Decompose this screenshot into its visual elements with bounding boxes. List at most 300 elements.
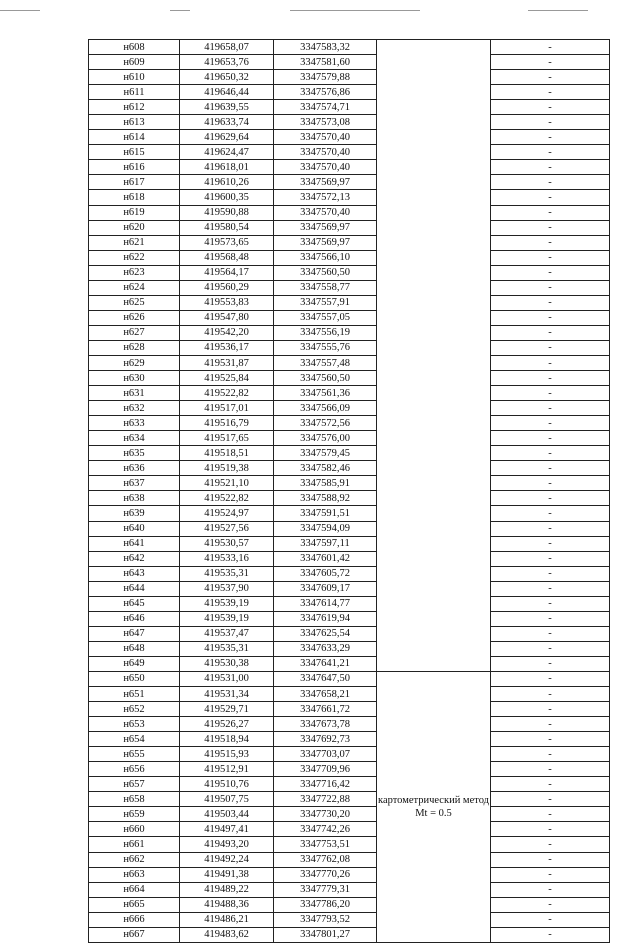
point-id-cell: н665 (89, 897, 180, 912)
table-row (89, 732, 610, 747)
note-cell: - (491, 386, 610, 401)
note-cell: - (491, 40, 610, 55)
table-row (89, 611, 610, 626)
x-coordinate-cell: 419553,83 (180, 295, 274, 310)
note-cell: - (491, 566, 610, 581)
point-id-cell: н618 (89, 190, 180, 205)
y-coordinate-cell: 3347557,05 (274, 310, 377, 325)
y-coordinate-cell: 3347703,07 (274, 747, 377, 762)
y-coordinate-cell: 3347569,97 (274, 220, 377, 235)
point-id-cell: н611 (89, 85, 180, 100)
note-cell: - (491, 476, 610, 491)
y-coordinate-cell: 3347560,50 (274, 265, 377, 280)
y-coordinate-cell: 3347591,51 (274, 506, 377, 521)
point-id-cell: н634 (89, 431, 180, 446)
point-id-cell: н652 (89, 702, 180, 717)
note-cell: - (491, 250, 610, 265)
note-cell: - (491, 325, 610, 340)
table-row (89, 551, 610, 566)
point-id-cell: н622 (89, 250, 180, 265)
y-coordinate-cell: 3347605,72 (274, 566, 377, 581)
note-cell: - (491, 867, 610, 882)
table-row (89, 566, 610, 581)
y-coordinate-cell: 3347722,88 (274, 792, 377, 807)
y-coordinate-cell: 3347609,17 (274, 581, 377, 596)
point-id-cell: н637 (89, 476, 180, 491)
y-coordinate-cell: 3347582,46 (274, 461, 377, 476)
table-row (89, 220, 610, 235)
table-row (89, 882, 610, 897)
note-cell: - (491, 702, 610, 717)
y-coordinate-cell: 3347576,00 (274, 431, 377, 446)
note-cell: - (491, 491, 610, 506)
note-cell: - (491, 596, 610, 611)
x-coordinate-cell: 419521,10 (180, 476, 274, 491)
note-cell: - (491, 927, 610, 942)
table-row (89, 446, 610, 461)
x-coordinate-cell: 419633,74 (180, 115, 274, 130)
note-cell: - (491, 145, 610, 160)
point-id-cell: н617 (89, 175, 180, 190)
note-cell: - (491, 416, 610, 431)
point-id-cell: н656 (89, 762, 180, 777)
point-id-cell: н621 (89, 235, 180, 250)
table-row (89, 747, 610, 762)
coordinates-table (88, 39, 610, 943)
x-coordinate-cell: 419600,35 (180, 190, 274, 205)
note-cell: - (491, 235, 610, 250)
y-coordinate-cell: 3347572,56 (274, 416, 377, 431)
y-coordinate-cell: 3347647,50 (274, 671, 377, 686)
x-coordinate-cell: 419539,19 (180, 596, 274, 611)
y-coordinate-cell: 3347558,77 (274, 280, 377, 295)
table-row (89, 280, 610, 295)
table-row (89, 626, 610, 641)
note-cell: - (491, 371, 610, 386)
x-coordinate-cell: 419486,21 (180, 912, 274, 927)
table-row (89, 822, 610, 837)
y-coordinate-cell: 3347570,40 (274, 145, 377, 160)
table-row (89, 235, 610, 250)
note-cell: - (491, 55, 610, 70)
note-cell: - (491, 912, 610, 927)
y-coordinate-cell: 3347557,91 (274, 295, 377, 310)
x-coordinate-cell: 419580,54 (180, 220, 274, 235)
table-row (89, 130, 610, 145)
point-id-cell: н615 (89, 145, 180, 160)
x-coordinate-cell: 419529,71 (180, 702, 274, 717)
y-coordinate-cell: 3347594,09 (274, 521, 377, 536)
x-coordinate-cell: 419491,38 (180, 867, 274, 882)
point-id-cell: н647 (89, 626, 180, 641)
table-row (89, 70, 610, 85)
y-coordinate-cell: 3347569,97 (274, 235, 377, 250)
table-row (89, 85, 610, 100)
y-coordinate-cell: 3347770,26 (274, 867, 377, 882)
point-id-cell: н609 (89, 55, 180, 70)
x-coordinate-cell: 419650,32 (180, 70, 274, 85)
x-coordinate-cell: 419530,38 (180, 656, 274, 671)
x-coordinate-cell: 419507,75 (180, 792, 274, 807)
point-id-cell: н657 (89, 777, 180, 792)
x-coordinate-cell: 419518,94 (180, 732, 274, 747)
y-coordinate-cell: 3347762,08 (274, 852, 377, 867)
point-id-cell: н641 (89, 536, 180, 551)
point-id-cell: н660 (89, 822, 180, 837)
y-coordinate-cell: 3347793,52 (274, 912, 377, 927)
note-cell: - (491, 852, 610, 867)
x-coordinate-cell: 419658,07 (180, 40, 274, 55)
x-coordinate-cell: 419547,80 (180, 310, 274, 325)
x-coordinate-cell: 419524,97 (180, 506, 274, 521)
point-id-cell: н653 (89, 717, 180, 732)
x-coordinate-cell: 419646,44 (180, 85, 274, 100)
x-coordinate-cell: 419629,64 (180, 130, 274, 145)
table-row (89, 416, 610, 431)
y-coordinate-cell: 3347579,88 (274, 70, 377, 85)
x-coordinate-cell: 419518,51 (180, 446, 274, 461)
y-coordinate-cell: 3347579,45 (274, 446, 377, 461)
note-cell: - (491, 671, 610, 686)
point-id-cell: н612 (89, 100, 180, 115)
table-row (89, 927, 610, 942)
table-row (89, 310, 610, 325)
y-coordinate-cell: 3347555,76 (274, 340, 377, 355)
table-row (89, 175, 610, 190)
note-cell: - (491, 656, 610, 671)
point-id-cell: н613 (89, 115, 180, 130)
x-coordinate-cell: 419531,87 (180, 355, 274, 370)
point-id-cell: н638 (89, 491, 180, 506)
note-cell: - (491, 190, 610, 205)
point-id-cell: н654 (89, 732, 180, 747)
table-row (89, 867, 610, 882)
point-id-cell: н651 (89, 687, 180, 702)
x-coordinate-cell: 419533,16 (180, 551, 274, 566)
y-coordinate-cell: 3347658,21 (274, 687, 377, 702)
table-row (89, 777, 610, 792)
y-coordinate-cell: 3347597,11 (274, 536, 377, 551)
point-id-cell: н659 (89, 807, 180, 822)
note-cell: - (491, 160, 610, 175)
y-coordinate-cell: 3347560,50 (274, 371, 377, 386)
table-row (89, 596, 610, 611)
note-cell: - (491, 100, 610, 115)
note-cell: - (491, 822, 610, 837)
table-row (89, 55, 610, 70)
x-coordinate-cell: 419590,88 (180, 205, 274, 220)
y-coordinate-cell: 3347556,19 (274, 325, 377, 340)
x-coordinate-cell: 419488,36 (180, 897, 274, 912)
x-coordinate-cell: 419525,84 (180, 371, 274, 386)
point-id-cell: н639 (89, 506, 180, 521)
y-coordinate-cell: 3347561,36 (274, 386, 377, 401)
point-id-cell: н649 (89, 656, 180, 671)
note-cell: - (491, 205, 610, 220)
table-row (89, 265, 610, 280)
table-row (89, 807, 610, 822)
point-id-cell: н642 (89, 551, 180, 566)
y-coordinate-cell: 3347786,20 (274, 897, 377, 912)
table-row (89, 190, 610, 205)
note-cell: - (491, 837, 610, 852)
y-coordinate-cell: 3347566,09 (274, 401, 377, 416)
x-coordinate-cell: 419519,38 (180, 461, 274, 476)
point-id-cell: н620 (89, 220, 180, 235)
x-coordinate-cell: 419531,00 (180, 671, 274, 686)
table-row (89, 506, 610, 521)
method-cell: картометрический метод Mt = 0.5 (377, 671, 491, 942)
note-cell: - (491, 70, 610, 85)
table-row (89, 386, 610, 401)
point-id-cell: н631 (89, 386, 180, 401)
table-row (89, 717, 610, 732)
y-coordinate-cell: 3347583,32 (274, 40, 377, 55)
point-id-cell: н614 (89, 130, 180, 145)
y-coordinate-cell: 3347557,48 (274, 355, 377, 370)
note-cell: - (491, 521, 610, 536)
note-cell: - (491, 85, 610, 100)
point-id-cell: н658 (89, 792, 180, 807)
point-id-cell: н626 (89, 310, 180, 325)
x-coordinate-cell: 419530,57 (180, 536, 274, 551)
point-id-cell: н646 (89, 611, 180, 626)
top-edge-marks (0, 10, 640, 16)
note-cell: - (491, 130, 610, 145)
point-id-cell: н627 (89, 325, 180, 340)
y-coordinate-cell: 3347661,72 (274, 702, 377, 717)
note-cell: - (491, 115, 610, 130)
y-coordinate-cell: 3347574,71 (274, 100, 377, 115)
x-coordinate-cell: 419639,55 (180, 100, 274, 115)
x-coordinate-cell: 419537,90 (180, 581, 274, 596)
point-id-cell: н655 (89, 747, 180, 762)
table-row (89, 100, 610, 115)
table-row (89, 476, 610, 491)
point-id-cell: н624 (89, 280, 180, 295)
table-row (89, 325, 610, 340)
table-row (89, 521, 610, 536)
note-cell: - (491, 401, 610, 416)
point-id-cell: н608 (89, 40, 180, 55)
table-row (89, 852, 610, 867)
note-cell: - (491, 175, 610, 190)
x-coordinate-cell: 419573,65 (180, 235, 274, 250)
note-cell: - (491, 717, 610, 732)
y-coordinate-cell: 3347692,73 (274, 732, 377, 747)
note-cell: - (491, 310, 610, 325)
x-coordinate-cell: 419493,20 (180, 837, 274, 852)
y-coordinate-cell: 3347570,40 (274, 205, 377, 220)
note-cell: - (491, 446, 610, 461)
x-coordinate-cell: 419492,24 (180, 852, 274, 867)
x-coordinate-cell: 419535,31 (180, 641, 274, 656)
table-row (89, 837, 610, 852)
y-coordinate-cell: 3347614,77 (274, 596, 377, 611)
point-id-cell: н662 (89, 852, 180, 867)
x-coordinate-cell: 419542,20 (180, 325, 274, 340)
table-row (89, 115, 610, 130)
table-row (89, 641, 610, 656)
table-row (89, 371, 610, 386)
x-coordinate-cell: 419527,56 (180, 521, 274, 536)
point-id-cell: н623 (89, 265, 180, 280)
note-cell: - (491, 611, 610, 626)
y-coordinate-cell: 3347730,20 (274, 807, 377, 822)
y-coordinate-cell: 3347572,13 (274, 190, 377, 205)
y-coordinate-cell: 3347673,78 (274, 717, 377, 732)
point-id-cell: н629 (89, 355, 180, 370)
y-coordinate-cell: 3347601,42 (274, 551, 377, 566)
y-coordinate-cell: 3347742,26 (274, 822, 377, 837)
note-cell: - (491, 265, 610, 280)
point-id-cell: н667 (89, 927, 180, 942)
table-row (89, 340, 610, 355)
note-cell: - (491, 747, 610, 762)
point-id-cell: н625 (89, 295, 180, 310)
point-id-cell: н636 (89, 461, 180, 476)
table-row (89, 160, 610, 175)
y-coordinate-cell: 3347573,08 (274, 115, 377, 130)
table-row (89, 355, 610, 370)
y-coordinate-cell: 3347569,97 (274, 175, 377, 190)
y-coordinate-cell: 3347566,10 (274, 250, 377, 265)
x-coordinate-cell: 419560,29 (180, 280, 274, 295)
table-row (89, 702, 610, 717)
x-coordinate-cell: 419515,93 (180, 747, 274, 762)
point-id-cell: н632 (89, 401, 180, 416)
table-row (89, 656, 610, 671)
x-coordinate-cell: 419503,44 (180, 807, 274, 822)
y-coordinate-cell: 3347633,29 (274, 641, 377, 656)
note-cell: - (491, 732, 610, 747)
point-id-cell: н664 (89, 882, 180, 897)
note-cell: - (491, 807, 610, 822)
table-row (89, 461, 610, 476)
note-cell: - (491, 882, 610, 897)
y-coordinate-cell: 3347716,42 (274, 777, 377, 792)
y-coordinate-cell: 3347581,60 (274, 55, 377, 70)
note-cell: - (491, 687, 610, 702)
note-cell: - (491, 581, 610, 596)
point-id-cell: н643 (89, 566, 180, 581)
point-id-cell: н663 (89, 867, 180, 882)
table-row (89, 295, 610, 310)
point-id-cell: н635 (89, 446, 180, 461)
x-coordinate-cell: 419537,47 (180, 626, 274, 641)
y-coordinate-cell: 3347576,86 (274, 85, 377, 100)
x-coordinate-cell: 419610,26 (180, 175, 274, 190)
x-coordinate-cell: 419516,79 (180, 416, 274, 431)
x-coordinate-cell: 419510,76 (180, 777, 274, 792)
point-id-cell: н650 (89, 671, 180, 686)
note-cell: - (491, 762, 610, 777)
x-coordinate-cell: 419512,91 (180, 762, 274, 777)
y-coordinate-cell: 3347625,54 (274, 626, 377, 641)
x-coordinate-cell: 419517,01 (180, 401, 274, 416)
x-coordinate-cell: 419539,19 (180, 611, 274, 626)
note-cell: - (491, 220, 610, 235)
table-row (89, 912, 610, 927)
y-coordinate-cell: 3347570,40 (274, 130, 377, 145)
x-coordinate-cell: 419535,31 (180, 566, 274, 581)
x-coordinate-cell: 419531,34 (180, 687, 274, 702)
table-row (89, 250, 610, 265)
point-id-cell: н628 (89, 340, 180, 355)
x-coordinate-cell: 419624,47 (180, 145, 274, 160)
note-cell: - (491, 280, 610, 295)
table-row (89, 536, 610, 551)
y-coordinate-cell: 3347779,31 (274, 882, 377, 897)
y-coordinate-cell: 3347619,94 (274, 611, 377, 626)
y-coordinate-cell: 3347753,51 (274, 837, 377, 852)
point-id-cell: н661 (89, 837, 180, 852)
point-id-cell: н616 (89, 160, 180, 175)
table-row (89, 792, 610, 807)
note-cell: - (491, 777, 610, 792)
x-coordinate-cell: 419517,65 (180, 431, 274, 446)
x-coordinate-cell: 419489,22 (180, 882, 274, 897)
point-id-cell: н645 (89, 596, 180, 611)
x-coordinate-cell: 419618,01 (180, 160, 274, 175)
x-coordinate-cell: 419522,82 (180, 491, 274, 506)
point-id-cell: н644 (89, 581, 180, 596)
x-coordinate-cell: 419483,62 (180, 927, 274, 942)
table-row (89, 581, 610, 596)
point-id-cell: н619 (89, 205, 180, 220)
table-row (89, 491, 610, 506)
method-cell (377, 40, 491, 672)
y-coordinate-cell: 3347570,40 (274, 160, 377, 175)
x-coordinate-cell: 419653,76 (180, 55, 274, 70)
note-cell: - (491, 295, 610, 310)
y-coordinate-cell: 3347641,21 (274, 656, 377, 671)
x-coordinate-cell: 419522,82 (180, 386, 274, 401)
note-cell: - (491, 792, 610, 807)
x-coordinate-cell: 419526,27 (180, 717, 274, 732)
note-cell: - (491, 340, 610, 355)
note-cell: - (491, 506, 610, 521)
table-row (89, 671, 610, 686)
note-cell: - (491, 431, 610, 446)
y-coordinate-cell: 3347801,27 (274, 927, 377, 942)
coordinates-table-body (89, 40, 610, 943)
note-cell: - (491, 641, 610, 656)
table-row (89, 40, 610, 55)
x-coordinate-cell: 419568,48 (180, 250, 274, 265)
note-cell: - (491, 536, 610, 551)
point-id-cell: н630 (89, 371, 180, 386)
y-coordinate-cell: 3347709,96 (274, 762, 377, 777)
x-coordinate-cell: 419564,17 (180, 265, 274, 280)
table-row (89, 687, 610, 702)
y-coordinate-cell: 3347585,91 (274, 476, 377, 491)
note-cell: - (491, 897, 610, 912)
y-coordinate-cell: 3347588,92 (274, 491, 377, 506)
note-cell: - (491, 461, 610, 476)
note-cell: - (491, 551, 610, 566)
note-cell: - (491, 355, 610, 370)
point-id-cell: н648 (89, 641, 180, 656)
x-coordinate-cell: 419536,17 (180, 340, 274, 355)
note-cell: - (491, 626, 610, 641)
point-id-cell: н666 (89, 912, 180, 927)
table-row (89, 205, 610, 220)
point-id-cell: н610 (89, 70, 180, 85)
table-row (89, 762, 610, 777)
point-id-cell: н633 (89, 416, 180, 431)
table-row (89, 145, 610, 160)
